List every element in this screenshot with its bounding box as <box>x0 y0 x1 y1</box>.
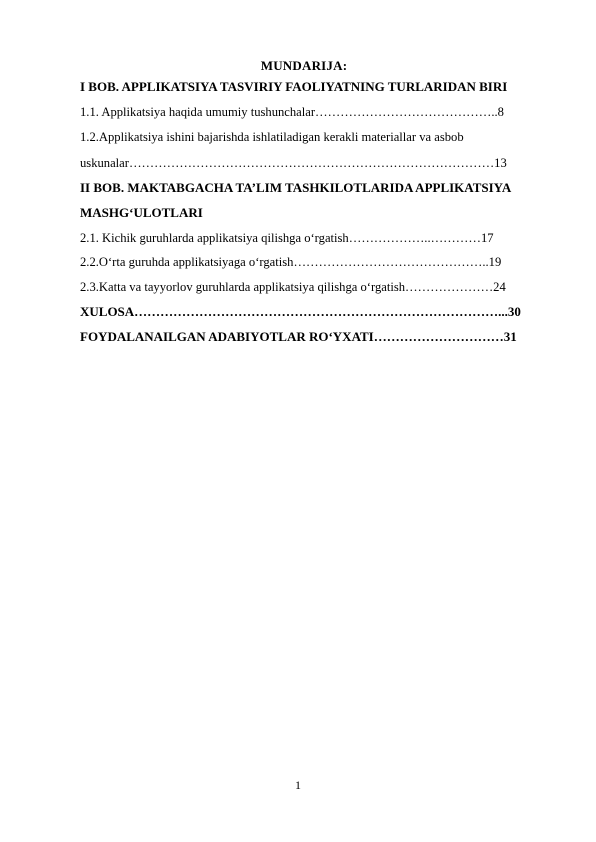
toc-entry-1-1: 1.1. Applikatsiya haqida umumiy tushunchalar……………………………………..8 <box>80 105 504 119</box>
toc-entry-2-1: 2.1. Kichik guruhlarda applikatsiya qilishga o‘rgatish………………..…………17 <box>80 231 494 245</box>
toc-entry-2-3: 2.3.Katta va tayyorlov guruhlarda applikatsiya qilishga o‘rgatish…………………24 <box>80 280 506 294</box>
toc-entry-1-2-line-2: uskunalar……………………………………………………………………………13 <box>80 156 507 170</box>
toc-conclusion: XULOSA…………………………………………………………………………...30 <box>80 304 521 319</box>
page-number: 1 <box>295 778 301 792</box>
toc-chapter-2-heading-line-1: II BOB. MAKTABGACHA TA’LIM TASHKILOTLARIDA APPLIKATSIYA <box>80 180 512 195</box>
toc-chapter-1-heading: I BOB. APPLIKATSIYA TASVIRIY FAOLIYATNING TURLARIDAN BIRI <box>80 79 508 94</box>
toc-title: MUNDARIJA: <box>260 58 348 73</box>
toc-references: FOYDALANAILGAN ADABIYOTLAR RO‘YXATI…………………………31 <box>80 329 517 344</box>
toc-entry-1-2-line-1: 1.2.Applikatsiya ishini bajarishda ishlatiladigan kerakli materiallar va asbob <box>80 130 464 144</box>
toc-entry-2-2: 2.2.O‘rta guruhda applikatsiyaga o‘rgatish………………………………………..19 <box>80 255 502 269</box>
toc-chapter-2-heading-line-2: MASHG‘ULOTLARI <box>80 205 203 220</box>
